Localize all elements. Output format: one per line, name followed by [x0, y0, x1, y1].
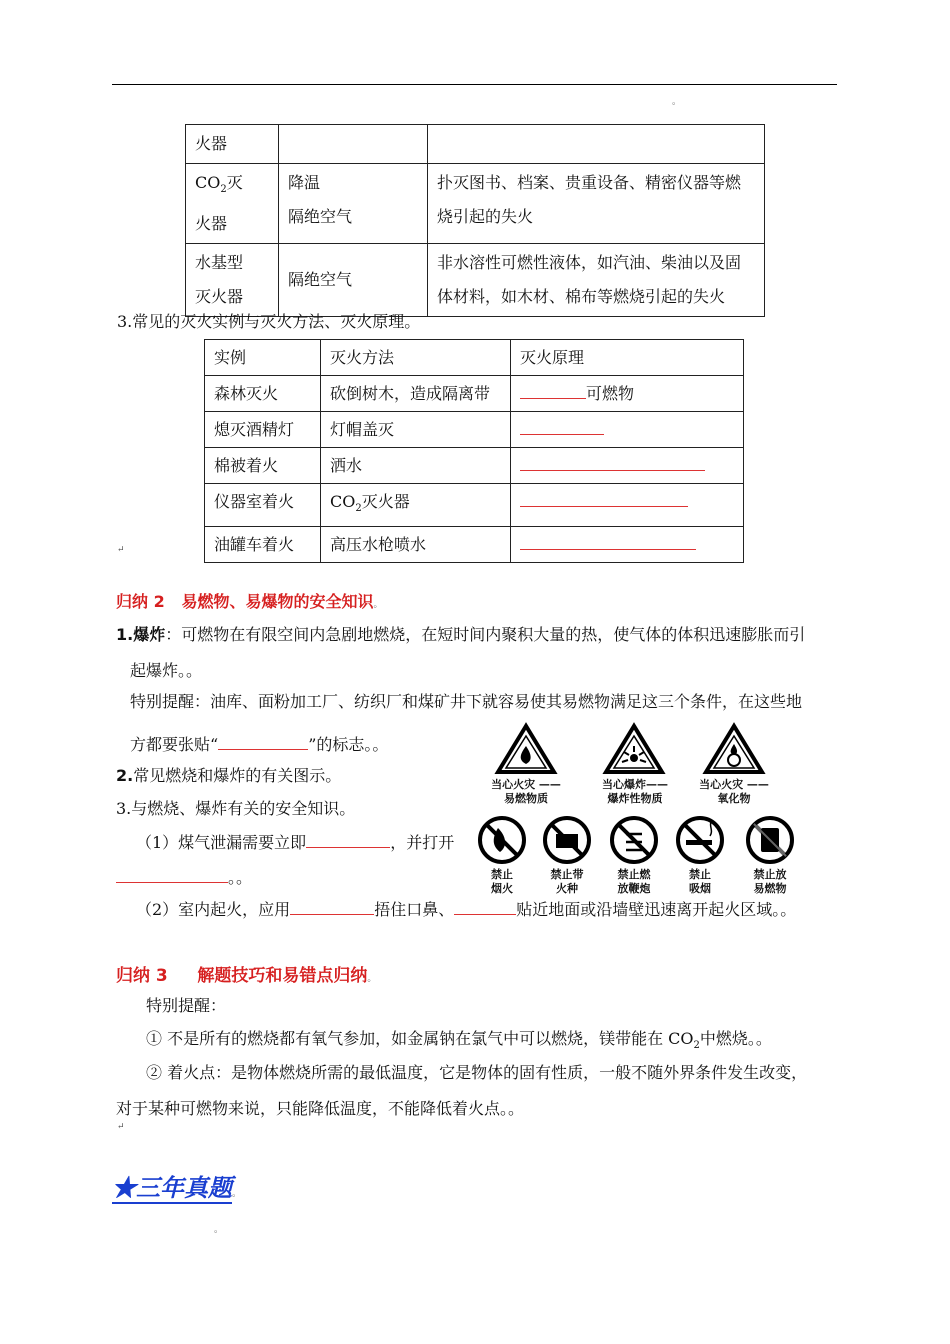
table-row: [186, 164, 765, 244]
table-cell: [428, 244, 765, 317]
sign-label-line: 易燃物: [753, 882, 787, 895]
column-header: 实例: [205, 340, 321, 376]
sign-label-line: 禁止: [491, 868, 513, 881]
column-header: 灭火方法: [321, 340, 511, 376]
sign-label: [545, 868, 589, 896]
column-header: 灭火原理: [511, 340, 744, 376]
item-diagrams: [116, 763, 341, 786]
sign-label: [592, 778, 678, 806]
table-row: [205, 527, 744, 563]
tip-point-2: ② 着火点：是物体燃烧所需的最低温度，它是物体的固有性质，一般不随外界条件发生改变，: [146, 1063, 808, 1082]
subscript: 2: [220, 184, 227, 196]
sub-item-gas-leak-cont: [116, 864, 252, 888]
table-cell: 砍倒树木，造成隔离带: [321, 376, 511, 412]
table-cell: 油罐车着火: [205, 527, 321, 563]
cell-text: 降温: [288, 173, 321, 192]
tip-text: ① 不是所有的燃烧都有氧气参加，如金属钠在氯气中可以燃烧，镁带能在 CO: [146, 1029, 694, 1048]
sign-label-line: 爆炸性物质: [607, 792, 663, 805]
cell-text: 灭火器: [195, 287, 244, 307]
sign-label-line: 当心爆炸——: [602, 778, 668, 791]
item-explosion-cont: 起爆炸。。: [130, 661, 203, 680]
header-mark: 。: [672, 97, 682, 107]
table-cell: 高压水枪喷水: [321, 527, 511, 563]
footer-mark: 。: [214, 1225, 224, 1235]
fire-examples-table: [204, 339, 744, 563]
sign-label-line: 氧化物: [717, 792, 751, 805]
cell-text: 灭: [226, 173, 243, 192]
table-cell: [186, 164, 279, 244]
table-cell: 熄灭酒精灯: [205, 412, 321, 448]
no-fire-icon: [480, 818, 524, 862]
sign-label-line: 火种: [556, 882, 578, 895]
tip-text-cont: [130, 731, 388, 755]
fill-blank[interactable]: [520, 380, 586, 399]
table-row: [205, 484, 744, 527]
table-cell: [428, 164, 765, 244]
table-cell: [511, 412, 744, 448]
sign-label-line: 禁止: [689, 868, 711, 881]
no-flammables-icon: [748, 818, 792, 862]
table-header-row: [205, 340, 744, 376]
sign-label: [748, 868, 792, 896]
item-term: 爆炸: [133, 625, 166, 644]
table-row: [205, 412, 744, 448]
table-row: [205, 376, 744, 412]
cell-text: 烧引起的失火: [437, 207, 534, 226]
table-cell: [279, 164, 428, 244]
sign-label-line: 当心火灾 ——: [491, 778, 561, 791]
sign-label-line: 放鞭炮: [617, 882, 651, 895]
sign-label-line: 吸烟: [689, 882, 711, 895]
sub-item-text: 捂住口鼻、: [374, 900, 455, 919]
table-cell: [511, 484, 744, 527]
table-cell: [186, 244, 279, 317]
fill-blank[interactable]: [116, 864, 228, 883]
heading-label: 归纳 3: [116, 966, 168, 986]
cell-text: 火器: [195, 214, 228, 234]
table-cell: [279, 125, 428, 164]
explosive-warning-icon: [606, 726, 662, 772]
subscript: 2: [693, 1040, 700, 1052]
fill-blank[interactable]: [520, 416, 604, 435]
tip-title: 特别提醒：: [146, 996, 227, 1015]
tip-text: 中燃烧。。: [699, 1029, 772, 1048]
table-cell: 隔绝空气: [279, 244, 428, 317]
fill-blank[interactable]: [306, 829, 390, 848]
sign-label-line: 禁止带: [550, 868, 584, 881]
section-heading: [116, 961, 376, 986]
subscript: 2: [355, 503, 362, 515]
tip-text: ”的标志。。: [308, 735, 389, 754]
item-text: 常见燃烧和爆炸的有关图示。: [133, 766, 342, 785]
table-cell: 火器: [186, 125, 279, 164]
table-cell: 棉被着火: [205, 448, 321, 484]
sign-label-line: 易燃物质: [504, 792, 548, 805]
sign-label-line: 当心火灾 ——: [699, 778, 769, 791]
heading-title: 易燃物、易爆物的安全知识: [181, 592, 374, 611]
co2-text: CO: [195, 173, 221, 192]
table-cell: [511, 448, 744, 484]
sign-label: [612, 868, 656, 896]
table-cell: 仪器室着火: [205, 484, 321, 527]
title-mark: 。: [232, 1189, 242, 1199]
sub-item-text: 贴近地面或沿墙壁迅速离开起火区域。。: [516, 900, 797, 919]
item-safety: 3.与燃烧、爆炸有关的安全知识。: [116, 799, 356, 818]
fill-blank[interactable]: [218, 731, 308, 750]
item-text: ：可燃物在有限空间内急剧地燃烧，在短时间内聚积大量的热，使气体的体积迅速膨胀而引: [165, 625, 806, 644]
paragraph-mark: ↵: [117, 545, 125, 555]
item-number: 2.: [116, 766, 134, 785]
sign-label-line: 禁止放: [753, 868, 787, 881]
section-heading: [116, 589, 382, 612]
sub-item-text: 。。: [228, 868, 253, 887]
cell-text: CO: [330, 492, 356, 511]
item-number: 1.: [116, 625, 134, 644]
star-title-text: ★三年真题: [112, 1173, 232, 1202]
fill-blank[interactable]: [520, 488, 688, 507]
table-cell: [511, 376, 744, 412]
cell-text: 非水溶性可燃性液体，如汽油、柴油以及固: [437, 253, 742, 273]
cell-text: 灭火器: [361, 492, 410, 511]
no-fireworks-icon: [612, 818, 656, 862]
section-title-star: [112, 1168, 241, 1203]
sub-item-text: （1）煤气泄漏需要立即: [136, 833, 307, 852]
oxidizer-warning-icon: [706, 726, 762, 772]
sign-label: [694, 778, 774, 806]
sign-label-line: 禁止燃: [617, 868, 651, 881]
table-row: [186, 244, 765, 317]
sub-item-text: ，并打开: [390, 833, 455, 852]
heading-label: 归纳 2: [116, 592, 165, 611]
sign-label: [678, 868, 722, 896]
safety-signs-figure: [470, 722, 810, 902]
heading-mark: 。: [373, 600, 383, 610]
fill-blank[interactable]: [520, 531, 696, 550]
no-matches-icon: [545, 818, 589, 862]
item-explosion: [116, 622, 805, 645]
fill-blank[interactable]: [520, 452, 705, 471]
section-title: 3.常见的灭火实例与灭火方法、灭火原理。: [117, 312, 421, 331]
cell-text: 可燃物: [586, 384, 635, 403]
sign-label: [486, 778, 566, 806]
table-row: [205, 448, 744, 484]
cell-text: 隔绝空气: [288, 207, 353, 226]
cell-text: 体材料，如木材、棉布等燃烧引起的失火: [437, 287, 726, 307]
tip-text: 特别提醒：油库、面粉加工厂、纺织厂和煤矿井下就容易使其易燃物满足这三个条件，在这些地: [130, 692, 803, 711]
heading-mark: 。: [367, 974, 377, 984]
tip-point-2-cont: 对于某种可燃物来说，只能降低温度，不能降低着火点。。: [116, 1099, 525, 1118]
no-smoking-icon: [678, 818, 722, 862]
table-cell: 洒水: [321, 448, 511, 484]
table-cell: 灯帽盖灭: [321, 412, 511, 448]
cell-text: 水基型: [195, 253, 244, 273]
sub-item-gas-leak: [136, 829, 454, 853]
tip-text: 方都要张贴“: [130, 735, 219, 754]
sign-label-line: 烟火: [491, 882, 513, 895]
sub-item-text: （2）室内起火，应用: [136, 900, 291, 919]
extinguisher-table: [185, 124, 765, 317]
table-cell: [428, 125, 765, 164]
table-cell: [321, 484, 511, 527]
cell-text: 扑灭图书、档案、贵重设备、精密仪器等燃: [437, 173, 742, 192]
fill-blank[interactable]: [290, 896, 374, 915]
table-row: [186, 125, 765, 164]
sign-label: [480, 868, 524, 896]
table-cell: 森林灭火: [205, 376, 321, 412]
table-cell: [511, 527, 744, 563]
tip-point-1: [146, 1026, 772, 1051]
paragraph-mark: ↵: [117, 1122, 125, 1132]
flammable-warning-icon: [498, 726, 554, 772]
header-rule: [112, 84, 837, 85]
heading-title: 解题技巧和易错点归纳: [197, 966, 368, 986]
